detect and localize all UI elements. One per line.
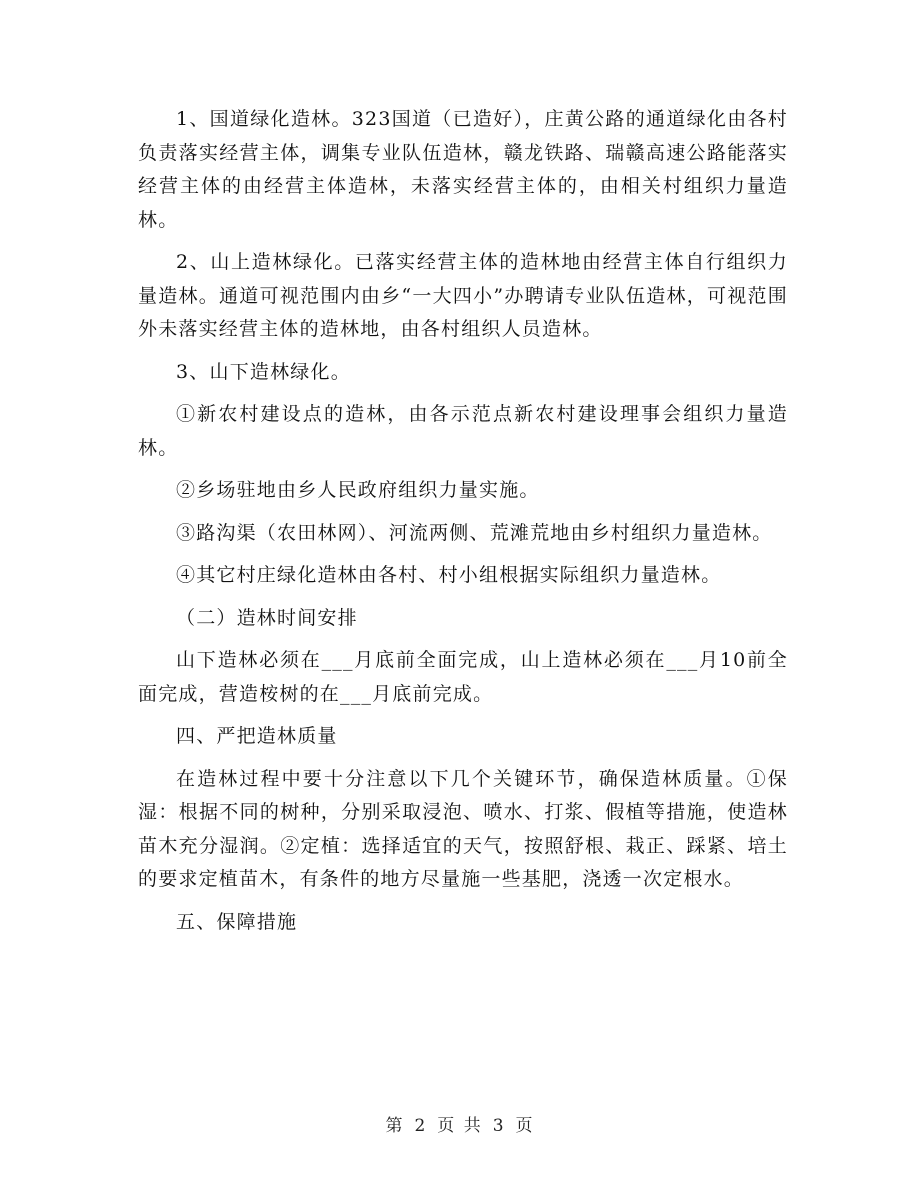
paragraph-item-3: ③路沟渠（农田林网）、河流两侧、荒滩荒地由乡村组织力量造林。 (176, 521, 773, 544)
paragraph-quality: 在造林过程中要十分注意以下几个关键环节，确保造林质量。①保湿：根据不同的树种，分别采取浸泡、喷水、打浆、假植等措施，使造林苗木充分湿润。②定植：选择适宜的天气，按照舒根、栽正、踩紧、培土的要求定植苗木，有条件的地方尽量施一些基肥，浇透一次定根水。 (138, 767, 788, 890)
paragraph-lowland-heading: 3、山下造林绿化。 (176, 360, 351, 383)
section-heading-quality: 四、严把造林质量 (176, 725, 338, 747)
section-heading-schedule: （二）造林时间安排 (176, 606, 358, 629)
paragraph-item-4: ④其它村庄绿化造林由各村、村小组根据实际组织力量造林。 (176, 564, 722, 586)
footer-suffix: 页 (515, 1116, 535, 1136)
paragraph-item-2: ②乡场驻地由乡人民政府组织力量实施。 (176, 479, 540, 501)
page-footer (0, 1111, 920, 1136)
section-heading-safeguards: 五、保障措施 (176, 910, 298, 933)
footer-page-number: 2 (414, 1116, 428, 1136)
footer-middle: 页 共 (437, 1116, 483, 1136)
paragraph-national-road-afforestation: 1、国道绿化造林。323国道（已造好），庄黄公路的通道绿化由各村负责落实经营主体，调集专业队伍造林，赣龙铁路、瑞赣高速公路能落实经营主体的由经营主体造林，未落实经营主体的，由相关村组织力量造林。 (138, 108, 788, 231)
paragraph-schedule: 山下造林必须在___月底前全面完成，山上造林必须在___月10前全面完成，营造桉树的在___月底前完成。 (138, 649, 788, 705)
footer-prefix: 第 (385, 1116, 405, 1136)
document-body (138, 103, 788, 948)
footer-total-pages: 3 (492, 1116, 506, 1136)
paragraph-item-1: ①新农村建设点的造林，由各示范点新农村建设理事会组织力量造林。 (138, 403, 788, 459)
paragraph-mountain-afforestation: 2、山上造林绿化。已落实经营主体的造林地由经营主体自行组织力量造林。通道可视范围内由乡“一大四小”办聘请专业队伍造林，可视范围外未落实经营主体的造林地，由各村组织人员造林。 (138, 251, 788, 340)
